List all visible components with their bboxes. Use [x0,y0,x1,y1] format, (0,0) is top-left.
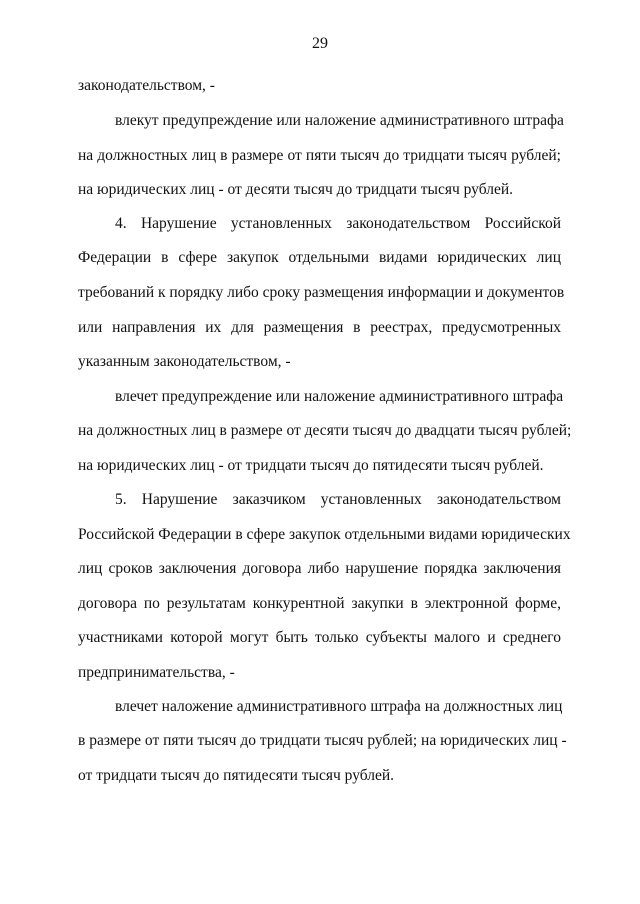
text-line: Федерации в сфере закупок отдельными видами юридических лиц [78,249,561,266]
text-line: на юридических лиц - от десяти тысяч до тридцати тысяч рублей. [78,181,514,198]
text-line: от тридцати тысяч до пятидесяти тысяч рублей. [78,767,395,784]
text-line: законодательством, - [78,77,215,94]
text-line: Российской Федерации в сфере закупок отдельными видами юридических [78,526,571,543]
text-line: договора по результатам конкурентной закупки в электронной форме, [78,595,561,612]
text-line: требований к порядку либо сроку размещения информации и документов [78,284,565,301]
text-line: влечет наложение административного штрафа на должностных лиц [115,698,563,715]
text-line: 5. Нарушение заказчиком установленных законодательством [115,491,561,508]
text-line: на юридических лиц - от тридцати тысяч до пятидесяти тысяч рублей. [78,457,544,474]
text-line: на должностных лиц в размере от десяти тысяч до двадцати тысяч рублей; [78,422,572,439]
text-line: влечет предупреждение или наложение административного штрафа [115,388,564,405]
text-line: в размере от пяти тысяч до тридцати тысяч рублей; на юридических лиц - [78,732,567,749]
text-line: влекут предупреждение или наложение административного штрафа [115,112,564,129]
text-line: 4. Нарушение установленных законодательством Российской [115,215,561,232]
text-line: или направления их для размещения в реестрах, предусмотренных [78,319,561,336]
text-line: лиц сроков заключения договора либо нарушение порядка заключения [78,560,561,577]
page-number: 29 [312,35,328,52]
text-line: предпринимательства, - [78,664,235,681]
text-line: указанным законодательством, - [78,353,291,370]
text-line: на должностных лиц в размере от пяти тысяч до тридцати тысяч рублей; [78,147,561,164]
text-line: участниками которой могут быть только субъекты малого и среднего [78,629,561,646]
